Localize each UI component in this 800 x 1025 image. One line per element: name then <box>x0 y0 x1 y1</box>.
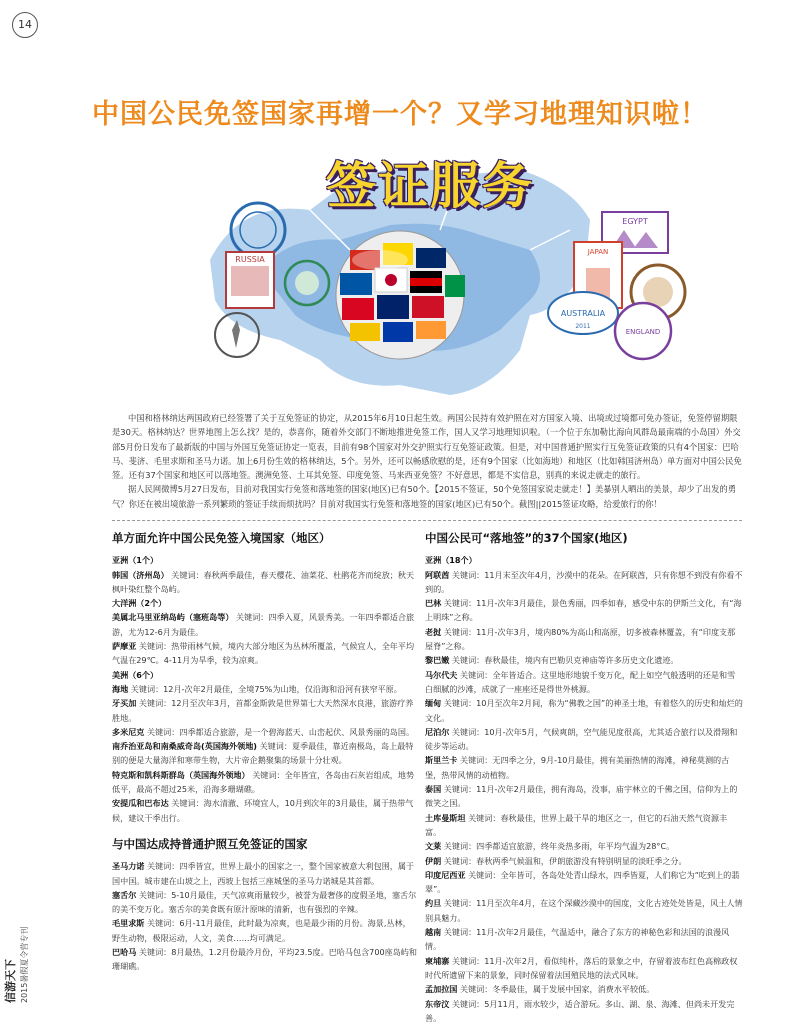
country-entry <box>112 916 417 945</box>
magazine-issue: 2015暑假夏令营专刊 <box>19 927 30 1003</box>
country-name: 印度尼西亚 <box>425 870 465 880</box>
country-entry <box>425 954 743 983</box>
country-entry <box>112 768 417 797</box>
country-desc: 关键词：10月-次年5月，气候爽朗，空气能见度很高，尤其适合旅行以及滑翔和徒步等运动。 <box>425 727 737 751</box>
country-entry <box>112 568 417 597</box>
country-name: 东帝汶 <box>425 999 449 1009</box>
country-desc: 关键词：春秋最佳，世界上最干旱的地区之一，但它的石油天然气资源丰富。 <box>425 813 727 837</box>
country-name: 马尔代夫 <box>425 670 457 680</box>
country-entry <box>112 610 417 639</box>
country-entry <box>425 839 743 853</box>
country-name: 土库曼斯坦 <box>425 813 465 823</box>
svg-text:EGYPT: EGYPT <box>622 217 648 226</box>
country-name: 韩国（济州岛） <box>112 570 169 580</box>
country-desc: 关键词：12月至次年3月，首都金斯敦是世界第七大天然深水良港，旅游疗养胜地。 <box>112 698 413 722</box>
visa-service-title: 签证服务 <box>305 146 555 218</box>
country-entry <box>425 982 743 996</box>
country-entry <box>425 811 743 840</box>
region-heading: 亚洲（1个） <box>112 553 417 567</box>
country-name: 黎巴嫩 <box>425 655 449 665</box>
country-name: 多米尼克 <box>112 727 144 737</box>
svg-text:JAPAN: JAPAN <box>587 248 609 256</box>
country-desc: 关键词：11月末至次年4月，沙漠中的花朵。在阿联酋，只有你想不到没有你看不到的。 <box>425 570 743 594</box>
country-desc: 关键词：春秋两季最佳，春天樱花、油菜花、杜鹃花齐而绽放；秋天枫叶染红整个岛屿。 <box>112 570 414 594</box>
country-desc: 关键词：夏季最佳，靠近南极岛，岛上最特别的便是大量海洋和寒带生物，大片帝企鹅聚集的场景十分壮观。 <box>112 741 413 765</box>
country-entry <box>425 782 743 811</box>
country-name: 巴哈马 <box>112 947 136 957</box>
country-entry <box>112 725 417 739</box>
country-desc: 关键词：11月-次年2月，看似纯朴，落后的景象之中，存留着波布红色高棉政权时代所遗留下来的景象，同时保留着法国殖民地的法式风味。 <box>425 956 737 980</box>
country-desc: 关键词：全年皆宜，各岛由石灰岩组成，地势低平，最高不超过25米，沿海多珊瑚礁。 <box>112 770 414 794</box>
country-entry <box>425 568 743 597</box>
country-entry <box>112 639 417 668</box>
country-desc: 关键词：全年皆可，各岛处处青山绿水，四季皆夏，人们称它为“吃到上的翡翠”。 <box>425 870 739 894</box>
country-name: 伊朗 <box>425 856 441 866</box>
country-entry <box>425 997 743 1025</box>
country-desc: 关键词：无四季之分，9月-10月最佳，拥有美丽热情的海滩，神秘莫测的古堡，热带风情的动植物。 <box>425 755 729 779</box>
country-entry <box>112 739 417 768</box>
country-name: 阿联酋 <box>425 570 449 580</box>
right-column <box>425 529 743 1025</box>
mutual-visa-section-title: 与中国达成持普通护照互免签证的国家 <box>112 837 417 851</box>
country-desc: 关键词：11月-次年3月最佳，景色秀丽，四季如春，感受中东的伊斯兰文化，有“海上明珠”之称。 <box>425 598 742 622</box>
svg-text:AUSTRALIA: AUSTRALIA <box>561 309 606 318</box>
stamp-russia-icon <box>224 250 276 310</box>
svg-text:RUSSIA: RUSSIA <box>235 255 265 264</box>
country-entry <box>425 925 743 954</box>
country-name: 斯里兰卡 <box>425 755 457 765</box>
country-name: 老挝 <box>425 627 441 637</box>
country-name: 安提瓜和巴布达 <box>112 798 169 808</box>
stamp-green-seal-icon <box>282 258 332 308</box>
region-heading: 亚洲（18个） <box>425 553 743 567</box>
country-name: 柬埔寨 <box>425 956 449 966</box>
country-entry <box>425 854 743 868</box>
country-name: 越南 <box>425 927 441 937</box>
country-desc: 关键词：11月至次年4月，在这个深藏沙漠中的国度，文化古迹处处皆是，风土人情别具魅力。 <box>425 898 743 922</box>
country-name: 缅甸 <box>425 698 441 708</box>
magazine-spine <box>4 833 34 1003</box>
country-desc: 关键词：11月-次年2月最佳，气温适中，融合了东方的神秘色彩和法国的浪漫风情。 <box>425 927 729 951</box>
country-name: 文莱 <box>425 841 441 851</box>
country-desc: 关键词：11月-次年2月最佳，拥有海岛，没事，庙宇林立的千佛之国，信仰为上的微笑之国。 <box>425 784 737 808</box>
country-name: 孟加拉国 <box>425 984 457 994</box>
country-desc: 关键词：12月-次年2月最佳，全境75%为山地，仅沿海和沿河有狭窄平原。 <box>131 684 402 694</box>
country-entry <box>112 859 417 888</box>
country-name: 美属北马里亚纳岛屿（塞班岛等） <box>112 612 233 622</box>
page-number: 14 <box>12 12 38 38</box>
country-entry <box>425 653 743 667</box>
country-name: 约旦 <box>425 898 441 908</box>
magazine-name: 信游天下 <box>2 959 18 1003</box>
country-name: 海地 <box>112 684 128 694</box>
country-entry <box>112 945 417 974</box>
page-headline: 中国公民免签国家再增一个？又学习地理知识啦！ <box>0 92 800 131</box>
country-name: 特克斯和凯科斯群岛（英国海外领地） <box>112 770 250 780</box>
country-name: 南乔治亚岛和南桑威奇岛(英国海外领地) <box>112 741 257 751</box>
country-desc: 关键词：四季都适合旅游，是一个碧海蓝天、山峦起伏、风景秀丽的岛国。 <box>147 727 414 737</box>
country-desc: 关键词：全年皆适合。这里地形地貌千变万化，配上如空气般透明的还是和雪白细腻的沙滩，成就了一座座还是得世外桃源。 <box>425 670 735 694</box>
country-desc: 关键词：四季皆宜，世界上最小的国家之一，整个国家被意大利包围，属于国中国。城市建在山坡之上，西坡上包括三座城堡的圣马力诺城是其首都。 <box>112 861 414 885</box>
intro-paragraph: 中国和格林纳达两国政府已经签署了关于互免签证的协定，从2015年6月10日起生效。两国公民持有效护照在对方国家入境、出境或过境都可免办签证，免签停留期限是30天。格林纳达？世界地图上怎么找？是的，恭喜你，随着外交部门不断地推进免签工作，国人又学习地理知识啦。（一个位于东加勒比海向风群岛最南端的小岛国）外交部5月份日发布了最新版的中国与外国互免签证协定一览表，目前有98个国家对外交护照实行互免签证政策。但是，对中国普通护照实行互免签证政策的只有4个国家：巴哈马、斐济、毛里求斯和圣马力诺。加上6月份生效的格林纳达，5个。另外，还可以畅感欣慰的是，还有9个国家（比如海地）和地区（比如韩国济州岛）单方面对中国公民免签。还有37个国家和地区可以落地签。澳洲免签、土耳其免签、印度免签、马来西亚免签？不好意思，都是不实信息，别真的来说走就走的旅行。 <box>112 411 744 482</box>
country-name: 尼泊尔 <box>425 727 449 737</box>
stamp-england-icon <box>612 300 674 362</box>
country-desc: 关键词：6月-11月最佳，此时最为凉爽，也是最少雨的月份。海景,丛林，野生动物，极限运动，人文，美食……均可满足。 <box>112 918 411 942</box>
country-name: 巴林 <box>425 598 441 608</box>
country-entry <box>112 796 417 825</box>
country-desc: 关键词：5-10月最佳，天气凉爽雨量较少，被誉为最奢侈的度假圣地，塞舌尔的美不变万化。塞舌尔的美食既有原汁原味的清新，也有强烈的辛辣。 <box>112 890 416 914</box>
country-entry <box>425 696 743 725</box>
svg-text:2011: 2011 <box>575 323 590 330</box>
intro-text <box>112 411 744 511</box>
country-name: 牙买加 <box>112 698 136 708</box>
country-desc: 关键词：春秋最佳，境内有巴勒贝克神庙等许多历史文化遗迹。 <box>452 655 679 665</box>
country-name: 泰国 <box>425 784 441 794</box>
country-desc: 关键词：海水清澈、环境宜人，10月到次年的3月最佳，属于热带气候，建议干季出行。 <box>112 798 413 822</box>
country-entry <box>112 682 417 696</box>
country-name: 毛里求斯 <box>112 918 144 928</box>
country-entry <box>425 625 743 654</box>
country-desc: 关键词：冬季最佳，属于发展中国家，消费水平较低。 <box>460 984 654 994</box>
landing-visa-section-title: 中国公民可“落地签”的37个国家(地区) <box>425 531 743 545</box>
visa-free-section-title: 单方面允许中国公民免签入境国家（地区） <box>112 531 417 545</box>
country-entry <box>425 596 743 625</box>
country-desc: 关键词：8月最热，1.2月份最冷月份，平均23.5度。巴哈马包含700座岛屿和珊瑚礁。 <box>112 947 417 971</box>
section-divider <box>112 520 742 521</box>
country-entry <box>112 696 417 725</box>
region-heading: 大洋洲（2个） <box>112 596 417 610</box>
svg-text:ENGLAND: ENGLAND <box>626 328 661 336</box>
country-entry <box>112 888 417 917</box>
country-entry <box>425 725 743 754</box>
country-desc: 关键词：11月-次年3月，境内80%为高山和高原，切多被森林覆盖，有“印度支那屋脊”之称。 <box>425 627 735 651</box>
globe-of-flags-icon <box>336 231 465 359</box>
left-column <box>112 529 417 974</box>
stamp-statue-icon <box>212 310 262 360</box>
country-desc: 关键词：热带雨林气候，境内大部分地区为丛林所覆盖，气候宜人，全年平均气温在29℃。4-11月为旱季，较为凉爽。 <box>112 641 414 665</box>
country-desc: 关键词：四季都适宜旅游，终年炎热多雨，年平均气温为28°C。 <box>444 841 674 851</box>
country-name: 圣马力诺 <box>112 861 144 871</box>
country-entry <box>425 753 743 782</box>
stamp-australia-icon <box>546 290 620 336</box>
country-entry <box>425 868 743 897</box>
country-desc: 关键词：10月至次年2月间，称为“佛教之国”的神圣土地，有着悠久的历史和灿烂的文化。 <box>425 698 743 722</box>
country-entry <box>425 668 743 697</box>
country-desc: 关键词：春秋两季气候温和，伊朗旅游没有特别明显的淡旺季之分。 <box>444 856 687 866</box>
region-heading: 美洲（6个） <box>112 668 417 682</box>
country-desc: 关键词：5月11月，雨水较少，适合游玩。多山、湖、泉、海滩、但尚未开发完善。 <box>425 999 734 1023</box>
country-name: 塞舌尔 <box>112 890 136 900</box>
intro-paragraph: 据人民网微博5月27日发布，目前对我国实行免签和落地签的国家(地区)已有50个。【2015不签证，50个免签国家说走就走！】美暴别人晒出的美景，却少了出发的勇气？你还在被出境旅游一系列繁琐的签证手续而烦扰吗？目前对我国实行免签和落地签的国家(地区)已有50个。截图||2015签证攻略，给爱旅行的你！ <box>112 482 744 511</box>
country-name: 萨摩亚 <box>112 641 136 651</box>
country-entry <box>425 896 743 925</box>
country-desc: 关键词：四季入夏，风景秀美。一年四季都适合旅游，尤为12-6月为最佳。 <box>112 612 414 636</box>
